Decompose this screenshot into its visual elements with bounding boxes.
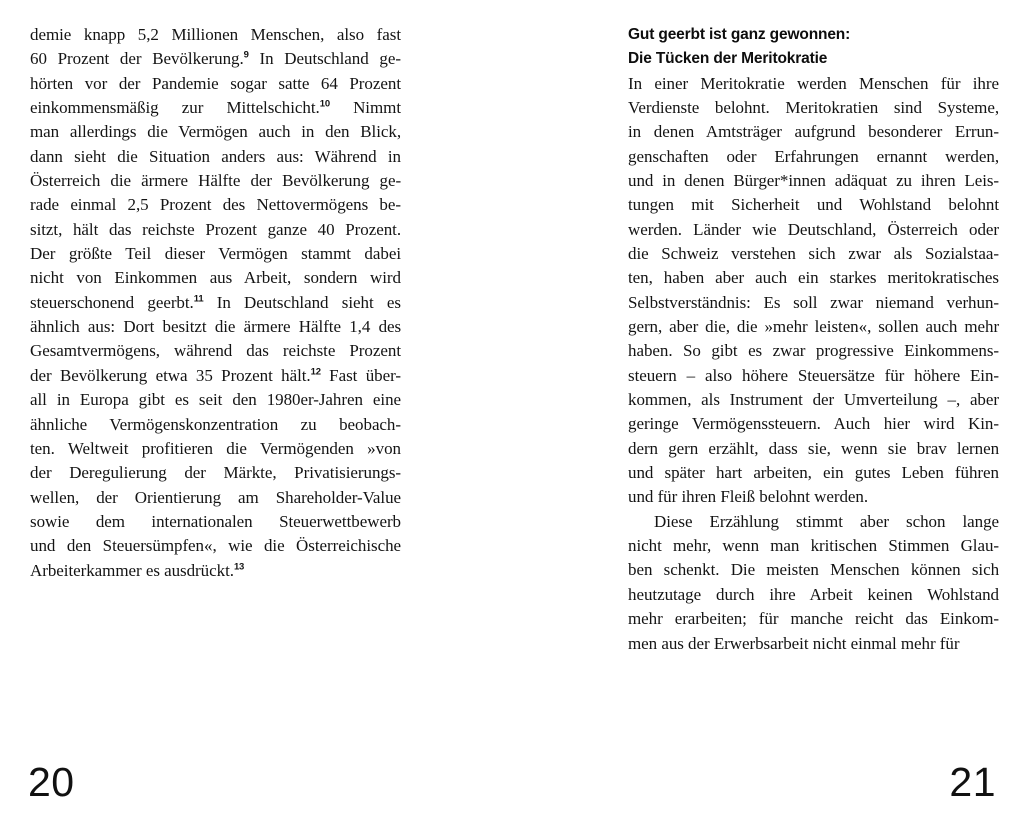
text-line: und für ihren Fleiß belohnt werden. [628, 487, 869, 507]
text-line: hörten vor der Pandemie sogar satte 64 Prozent [30, 73, 401, 93]
line-segment: Nimmt [329, 98, 401, 118]
text-line: wellen, der Orientierung am Shareholder-Value [30, 487, 402, 507]
text-line: sowie dem internationalen Steuerwettbewerb [30, 511, 402, 531]
text-line: sitzt, hält das reichste Prozent ganze 40 Prozent. [30, 219, 402, 239]
line-segment: In Deutschland sieht es [203, 292, 401, 312]
line-segment: einkommensmäßig zur Mittelschicht. [30, 98, 320, 118]
text-line: ten, haben aber auch ein starkes meritokratisches [628, 268, 999, 288]
page-number-left: 20 [28, 759, 75, 805]
right-column-paragraph-2 [628, 510, 999, 656]
text-line: mehr erarbeiten; für manche reicht das Einkom- [628, 609, 999, 629]
text-line: tungen mit Sicherheit und Wohlstand belohnt [628, 195, 1000, 215]
text-line: Selbstverständnis: Es soll zwar niemand verhun- [628, 292, 1000, 312]
text-line: die Schweiz verstehen sich zwar als Sozialstaa- [628, 244, 1000, 263]
footnote-marker-12: 12 [310, 366, 321, 378]
text-line [30, 559, 401, 583]
text-line [30, 96, 401, 120]
text-line: kommen, als Instrument der Umverteilung –, aber [628, 390, 999, 410]
text-line: steuern – also höhere Steuersätze für höhere Ein- [628, 365, 1000, 385]
text-line: der Deregulierung der Märkte, Privatisierungs- [30, 463, 402, 483]
text-line: Österreich die ärmere Hälfte der Bevölkerung ge- [30, 171, 402, 191]
line-segment: Fast über- [320, 365, 401, 385]
left-column-paragraph [30, 23, 401, 583]
text-line: Der größte Teil dieser Vermögen stammt dabei [30, 244, 401, 264]
text-line: In einer Meritokratie werden Menschen für ihre [628, 73, 999, 93]
footnote-marker-11: 11 [193, 293, 204, 305]
text-line: und den Steuersümpfen«, wie die Österreichische [30, 536, 402, 556]
text-line: rade einmal 2,5 Prozent des Nettovermögens be- [30, 195, 401, 215]
line-segment: der Bevölkerung etwa 35 Prozent hält. [30, 365, 311, 385]
section-heading-line-2: Die Tücken der Meritokratie [628, 50, 828, 68]
text-line: dann sieht die Situation anders aus: Während in [30, 146, 401, 166]
text-line: ähnliche Vermögenskonzentration zu beobach- [30, 414, 401, 434]
line-segment: 60 Prozent der Bevölkerung. [30, 49, 244, 69]
text-line [30, 364, 401, 388]
text-line: und in denen Bürger*innen adäquat zu ihren Leis- [628, 170, 1000, 190]
text-line: heutzutage durch ihre Arbeit keinen Wohlstand [628, 584, 999, 604]
line-segment: steuerschonend geerbt. [30, 292, 194, 312]
text-line: haben. So gibt es zwar progressive Einkommens- [628, 341, 1000, 361]
text-line: demie knapp 5,2 Millionen Menschen, also fast [30, 25, 401, 44]
text-line: nicht mehr, wenn man kritischen Stimmen Glau- [628, 536, 1000, 556]
text-line: ten. Weltweit profitieren die Vermögenden »von [30, 438, 401, 458]
text-line: in denen Amtsträger aufgrund besonderer Errun- [628, 122, 999, 142]
text-line: all in Europa gibt es seit den 1980er-Jahren eine [30, 390, 402, 410]
right-column-paragraph-1 [628, 72, 999, 510]
text-line: genschaften oder Erfahrungen ernannt werden, [628, 146, 1000, 166]
text-line: ähnlich aus: Dort besitzt die ärmere Hälfte 1,4 des [30, 317, 402, 337]
right-column-textblock [628, 23, 999, 656]
text-line: geringe Vermögenssteuern. Auch hier wird Kin- [628, 414, 999, 434]
text-line: man allerdings die Vermögen auch in den Blick, [30, 122, 402, 142]
footnote-marker-10: 10 [319, 98, 330, 110]
text-line: dern gern erzählt, dass sie, wenn sie brav lernen [628, 438, 1000, 458]
left-column-textblock [30, 23, 401, 583]
page-number-right: 21 [949, 759, 996, 805]
text-line: Diese Erzählung stimmt aber schon lange [654, 511, 1000, 531]
text-line: Gesamtvermögens, während das reichste Prozent [30, 341, 401, 361]
text-line: Verdienste belohnt. Meritokratien sind Systeme, [628, 97, 1000, 117]
footnote-marker-13: 13 [233, 560, 245, 572]
page-right [510, 0, 1020, 829]
text-line: und später hart arbeiten, ein gutes Leben führen [628, 463, 999, 483]
section-heading-line-1: Gut geerbt ist ganz gewonnen: [628, 26, 851, 43]
text-line [30, 47, 401, 71]
line-segment: In Deutschland ge- [248, 49, 401, 69]
line-segment: Arbeiterkammer es ausdrückt. [30, 560, 234, 580]
footnote-marker-9: 9 [243, 49, 249, 61]
text-line [30, 291, 401, 315]
text-line: men aus der Erwerbsarbeit nicht einmal mehr für [628, 633, 960, 653]
text-line: nicht von Einkommen aus Arbeit, sondern wird [30, 268, 401, 288]
text-line: ben schenkt. Die meisten Menschen können sich [628, 560, 1000, 580]
text-line: werden. Länder wie Deutschland, Österreich oder [628, 219, 1000, 239]
text-line: gern, aber die, die »mehr leisten«, sollen auch mehr [628, 317, 1000, 337]
